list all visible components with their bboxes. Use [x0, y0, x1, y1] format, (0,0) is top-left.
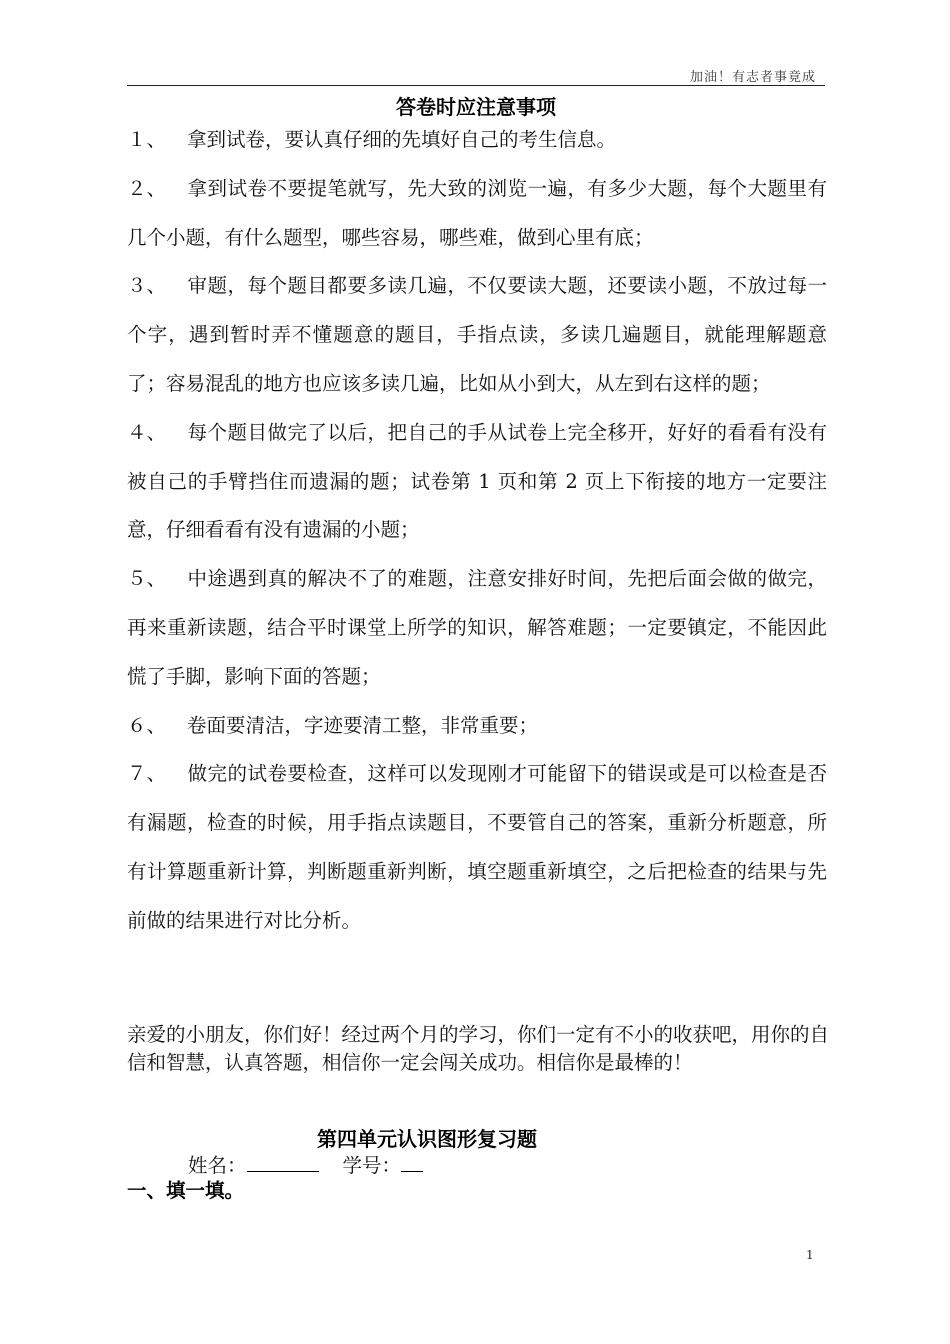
- item-number: ７、: [127, 762, 167, 786]
- item-number: ３、: [127, 274, 167, 298]
- item-number: ５、: [127, 567, 167, 591]
- name-blank[interactable]: [247, 1153, 319, 1172]
- student-number-blank[interactable]: [401, 1153, 423, 1172]
- notice-item-1: [127, 116, 827, 165]
- header-divider: [127, 85, 825, 86]
- item-text: 审题，每个题目都要多读几遍，不仅要读大题，还要读小题，不放过每一个字，遇到暂时弄不懂题意的题目，手指点读，多读几遍题目，就能理解题意了；容易混乱的地方也应该多读几遍，比如从小到大，从左到右这样的题；: [127, 274, 827, 395]
- item-text: 卷面要清洁，字迹要清工整，非常重要；: [187, 713, 539, 737]
- notice-item-3: [127, 262, 827, 408]
- page-number: 1: [806, 1248, 814, 1262]
- item-text: 每个题目做完了以后，把自己的手从试卷上完全移开，好好的看看有没有被自己的手臂挡住而遗漏的题；试卷第 1 页和第 2 页上下衔接的地方一定要注意，仔细看看有没有遗漏的小题；: [127, 420, 827, 542]
- notice-item-5: [127, 555, 827, 701]
- item-number: ４、: [127, 420, 167, 444]
- section-title: 第四单元认识图形复习题: [317, 1127, 537, 1151]
- item-text: 做完的试卷要检查，这样可以发现刚才可能留下的错误或是可以检查是否有漏题，检查的时候，用手指点读题目，不要管自己的答案，重新分析题意，所有计算题重新计算，判断题重新判断，填空题重新填空，之后把检查的结果与先前做的结果进行对比分析。: [127, 762, 827, 932]
- notice-item-7: [127, 750, 827, 945]
- notice-list: [127, 116, 827, 946]
- part-heading: 一、填一填。: [127, 1179, 245, 1202]
- item-text: 中途遇到真的解决不了的难题，注意安排好时间，先把后面会做的做完，再来重新读题，结合平时课堂上所学的知识，解答难题；一定要镇定，不能因此慌了手脚，影响下面的答题；: [127, 567, 827, 688]
- name-label: 姓名：: [188, 1154, 247, 1177]
- item-number: １、: [127, 128, 167, 151]
- notice-item-2: [127, 165, 827, 263]
- encouragement-paragraph: 亲爱的小朋友，你们好！经过两个月的学习，你们一定有不小的收获吧，用你的自信和智慧，认真答题，相信你一定会闯关成功。相信你是最棒的！: [127, 1023, 830, 1074]
- item-text: 拿到试卷不要提笔就写，先大致的浏览一遍，有多少大题，每个大题里有几个小题，有什么题型，哪些容易，哪些难，做到心里有底；: [127, 176, 827, 249]
- header-motto: 加油！有志者事竟成: [689, 70, 816, 85]
- item-number: ６、: [127, 713, 167, 737]
- notice-item-4: [127, 409, 827, 555]
- notice-item-6: [127, 702, 827, 751]
- item-number: ２、: [127, 176, 167, 200]
- item-text: 拿到试卷，要认真仔细的先填好自己的考生信息。: [187, 128, 617, 151]
- student-info-line: [188, 1152, 423, 1180]
- student-number-label: 学号：: [342, 1154, 402, 1177]
- document-title: 答卷时应注意事项: [396, 95, 556, 119]
